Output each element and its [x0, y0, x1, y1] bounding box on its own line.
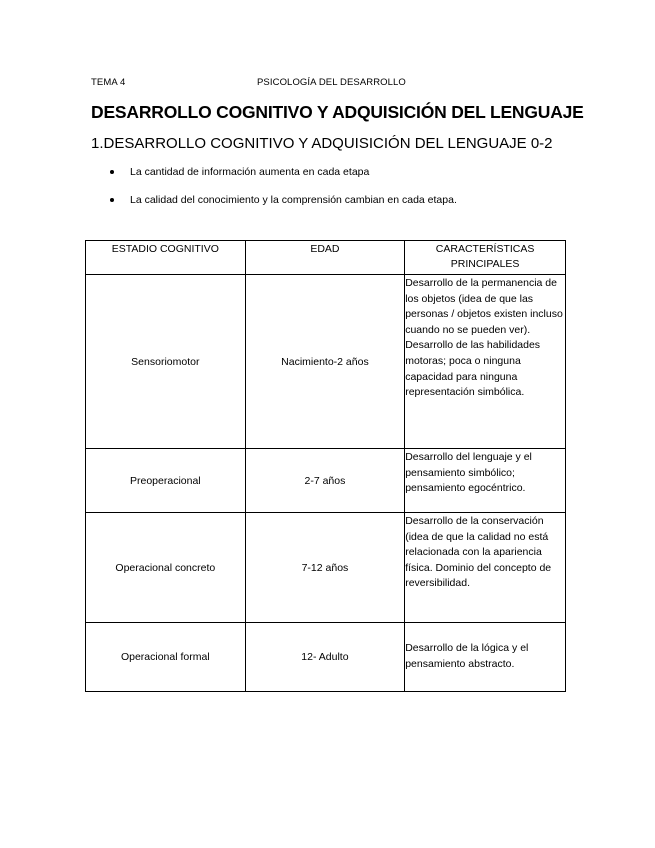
table-header-row [86, 241, 566, 275]
section-title: 1.DESARROLLO COGNITIVO Y ADQUISICIÓN DEL LENGUAJE 0-2 [91, 135, 553, 152]
header-characteristics: CARACTERÍSTICAS PRINCIPALES [405, 241, 566, 275]
table-row [86, 449, 566, 513]
stage-cell: Preoperacional [86, 449, 246, 513]
age-cell: 7-12 años [245, 513, 405, 623]
stage-cell: Operacional concreto [86, 513, 246, 623]
table-row [86, 623, 566, 692]
bullet-icon [110, 170, 114, 174]
stage-cell: Operacional formal [86, 623, 246, 692]
bullet-text: La cantidad de información aumenta en cada etapa [130, 166, 370, 178]
bullet-icon [110, 198, 114, 202]
age-cell: 2-7 años [245, 449, 405, 513]
header-age: EDAD [245, 241, 405, 275]
table-row [86, 275, 566, 449]
header-subject: PSICOLOGÍA DEL DESARROLLO [257, 77, 406, 88]
bullet-list [108, 164, 457, 220]
age-cell: Nacimiento-2 años [245, 275, 405, 449]
header-topic: TEMA 4 [91, 77, 126, 88]
list-item [108, 192, 457, 220]
table-row [86, 513, 566, 623]
header-stage: ESTADIO COGNITIVO [86, 241, 246, 275]
cognitive-stages-table [85, 240, 566, 692]
age-cell: 12- Adulto [245, 623, 405, 692]
page-title: DESARROLLO COGNITIVO Y ADQUISICIÓN DEL LENGUAJE [91, 102, 584, 122]
stage-cell: Sensoriomotor [86, 275, 246, 449]
characteristics-cell: Desarrollo del lenguaje y el pensamiento simbólico; pensamiento egocéntrico. [405, 449, 566, 513]
characteristics-cell: Desarrollo de la permanencia de los objetos (idea de que las personas / objetos existen incluso cuando no se pueden ver). Desarrollo de las habilidades motoras; poca o ninguna capacidad para ninguna representación simbólica. [405, 275, 566, 449]
characteristics-cell: Desarrollo de la conservación (idea de que la calidad no está relacionada con la apariencia física. Dominio del concepto de reversibilidad. [405, 513, 566, 623]
bullet-text: La calidad del conocimiento y la comprensión cambian en cada etapa. [130, 194, 457, 206]
page-header [91, 77, 571, 91]
characteristics-cell: Desarrollo de la lógica y el pensamiento abstracto. [405, 623, 566, 692]
list-item [108, 164, 457, 192]
